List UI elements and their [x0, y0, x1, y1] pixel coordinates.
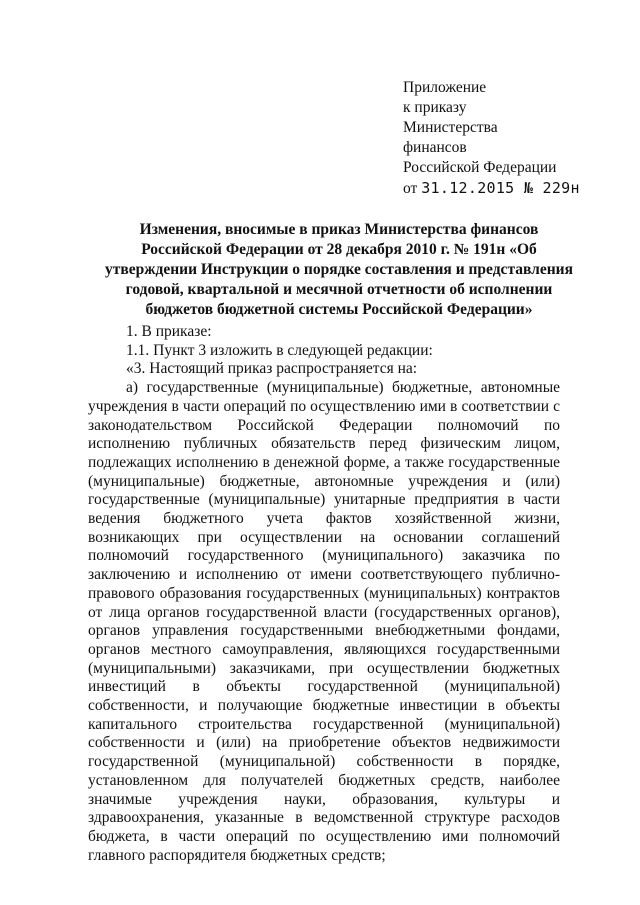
- paragraph-item-1: 1. В приказе:: [126, 323, 212, 340]
- appendix-date-line: [403, 178, 603, 199]
- appendix-line: Министерства: [403, 119, 498, 136]
- document-title: Изменения, вносимые в приказ Министерства финансов Российской Федерации от 28 декабря 2010 г. № 191н «Об утверждении Инструкции о порядке составления и представления годовой, квартальной и месячной отчетности об исполнении бюджетов бюджетной системы Российской Федерации»: [105, 221, 573, 318]
- appendix-header: [403, 78, 603, 199]
- paragraph-item-3: «3. Настоящий приказ распространяется на:: [126, 360, 418, 378]
- appendix-line: финансов: [403, 139, 467, 156]
- appendix-line: Российской Федерации: [403, 159, 557, 176]
- appendix-line: к приказу: [403, 99, 467, 116]
- paragraph-item-a: а) государственные (муниципальные) бюджетные, автономные учреждения в части операций по осуществлению ими в соответствии с законодательством Российской Федерации полномочий по исполнению публичных обязательств перед физическим лицом, подлежащих исполнению в денежной форме, а также государственные (муниципальные) бюджетные, автономные учреждения и (или) государственные (муниципальные) унитарные предприятия в части ведения бюджетного учета фактов хозяйственной жизни, возникающих при осуществлении на основании соглашений полномочий государственного (муниципального) заказчика по заключению и исполнению от имени соответствующего публично-правового образования государственных (муниципальных) контрактов от лица органов государственной власти (государственных органов), органов управления государственными внебюджетными фондами, органов местного самоуправления, являющихся государственными (муниципальными) заказчиками, при осуществлении бюджетных инвестиций в объекты государственной (муниципальной) собственности, и получающие бюджетные инвестиции в объекты капитального строительства государственной (муниципальной) собственности и (или) на приобретение объектов недвижимости государственной (муниципальной) собственности в порядке, установленном для получателей бюджетных средств, наиболее значимые учреждения науки, образования, культуры и здравоохранения, указанные в ведомственной структуре расходов бюджета, в части операций по осуществлению ими полномочий главного распорядителя бюджетных средств;: [88, 379, 560, 864]
- document-body: [88, 323, 560, 865]
- paragraph-item-1-1: 1.1. Пункт 3 изложить в следующей редакции:: [126, 341, 433, 359]
- appendix-line: Приложение: [403, 79, 487, 96]
- handwritten-date-number: 31.12.2015 № 229н: [421, 179, 580, 197]
- date-prefix: от: [403, 180, 422, 197]
